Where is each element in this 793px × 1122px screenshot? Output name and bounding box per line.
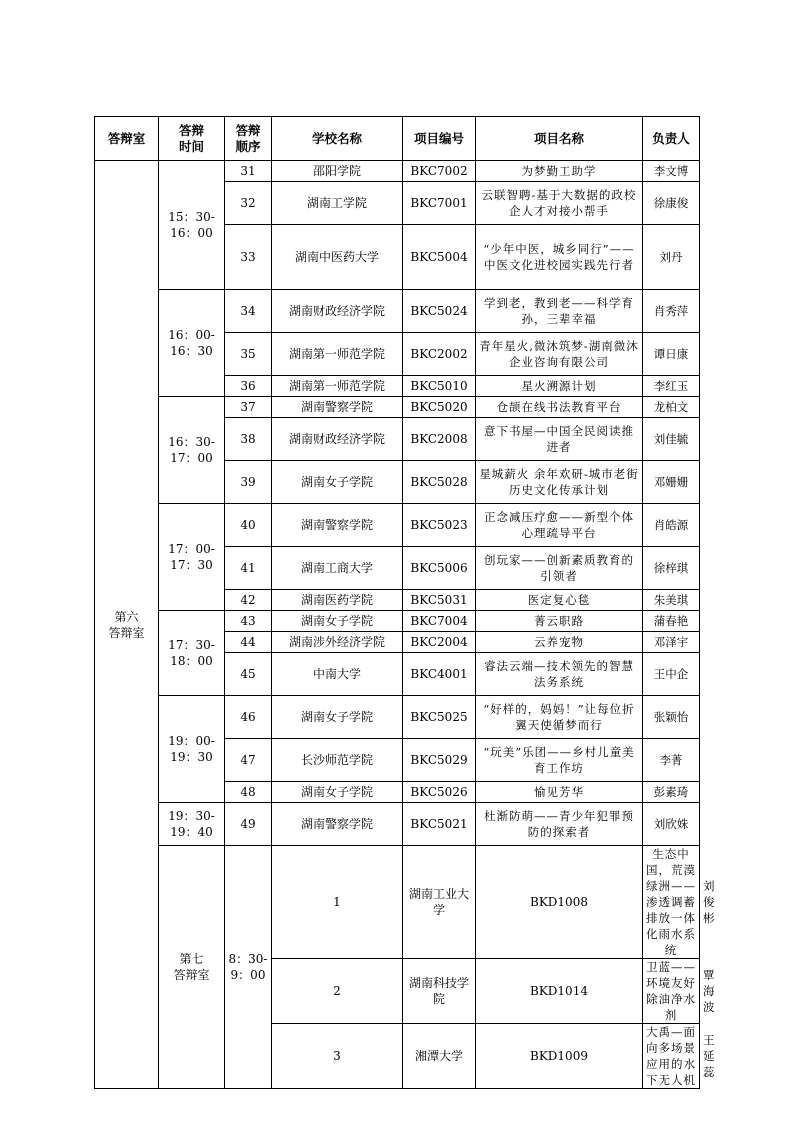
project-name-cell: “少年中医，城乡同行”——中医文化进校园实践先行者	[476, 225, 643, 290]
header-room: 答辩室	[95, 117, 159, 161]
project-name-cell: “好样的，妈妈！”让每位折翼天使循梦而行	[476, 696, 643, 739]
school-cell: 湖南警察学院	[272, 397, 403, 418]
project-code-cell: BKC5010	[403, 376, 476, 397]
header-order: 答辩 顺序	[225, 117, 272, 161]
lead-cell: 邓泽宇	[643, 632, 700, 653]
table-header	[95, 117, 700, 161]
project-name-cell: 意下书屋—中国全民阅读推进者	[476, 418, 643, 461]
order-cell: 38	[225, 418, 272, 461]
project-code-cell: BKC5004	[403, 225, 476, 290]
order-cell: 39	[225, 461, 272, 504]
order-cell: 31	[225, 161, 272, 182]
project-code-cell: BKD1009	[476, 1024, 643, 1089]
order-cell: 35	[225, 333, 272, 376]
project-name-cell: 创玩家——创新素质教育的引领者	[476, 547, 643, 590]
lead-cell: 李文博	[643, 161, 700, 182]
lead-cell: 谭日康	[643, 333, 700, 376]
project-name-cell: 愉见芳华	[476, 782, 643, 803]
school-cell: 湖南工学院	[272, 182, 403, 225]
order-cell: 37	[225, 397, 272, 418]
order-cell: 44	[225, 632, 272, 653]
project-code-cell: BKC7001	[403, 182, 476, 225]
room-cell: 第六 答辩室	[95, 161, 159, 1089]
project-code-cell: BKC7004	[403, 611, 476, 632]
lead-cell: 肖皓源	[643, 504, 700, 547]
project-code-cell: BKC5023	[403, 504, 476, 547]
project-name-cell: 大禹—面向多场景应用的水下无人机	[643, 1024, 700, 1089]
project-name-cell: 星城薪火 余年欢研-城市老街历史文化传承计划	[476, 461, 643, 504]
project-name-cell: 杜渐防萌——青少年犯罪预防的探索者	[476, 803, 643, 846]
project-name-cell: 青年星火,微沐筑梦-湖南微沐企业咨询有限公司	[476, 333, 643, 376]
header-time: 答辩 时间	[159, 117, 225, 161]
lead-cell: 肖秀萍	[643, 290, 700, 333]
lead-cell: 李菁	[643, 739, 700, 782]
header-code: 项目编号	[403, 117, 476, 161]
project-name-cell: 云养宠物	[476, 632, 643, 653]
school-cell: 湖南工业大学	[403, 846, 476, 959]
table-row: 第七 答辩室 8：30- 9：00 1 湖南工业大学 BKD1008 生态中国，荒漠绿洲——渗透调蓄排放一体化雨水系统 刘俊彬	[95, 846, 700, 959]
header-lead: 负责人	[643, 117, 700, 161]
project-code-cell: BKC5031	[403, 590, 476, 611]
project-name-cell: 仓颉在线书法教育平台	[476, 397, 643, 418]
project-name-cell: 睿法云端—技术领先的智慧法务系统	[476, 653, 643, 696]
time-slot-cell: 19：30- 19：40	[159, 803, 225, 846]
school-cell: 湖南第一师范学院	[272, 333, 403, 376]
project-name-cell: 学到老，教到老——科学育孙，三辈幸福	[476, 290, 643, 333]
school-cell: 湘潭大学	[403, 1024, 476, 1089]
table-row	[95, 161, 700, 182]
school-cell: 湖南女子学院	[272, 461, 403, 504]
order-cell: 34	[225, 290, 272, 333]
project-code-cell: BKC5006	[403, 547, 476, 590]
school-cell: 湖南财政经济学院	[272, 418, 403, 461]
project-code-cell: BKC4001	[403, 653, 476, 696]
project-code-cell: BKD1008	[476, 846, 643, 959]
school-cell: 湖南女子学院	[272, 696, 403, 739]
project-name-cell: 菁云职路	[476, 611, 643, 632]
project-code-cell: BKC2004	[403, 632, 476, 653]
project-code-cell: BKC5029	[403, 739, 476, 782]
lead-cell: 邓姗姗	[643, 461, 700, 504]
lead-cell: 刘丹	[643, 225, 700, 290]
order-cell: 40	[225, 504, 272, 547]
lead-cell: 张颖怡	[643, 696, 700, 739]
order-cell: 36	[225, 376, 272, 397]
table-row	[95, 397, 700, 418]
project-name-cell: 卫蓝——环境友好除油净水剂	[643, 959, 700, 1024]
project-code-cell: BKC7002	[403, 161, 476, 182]
school-cell: 中南大学	[272, 653, 403, 696]
project-name-cell: “玩美”乐团——乡村儿童美育工作坊	[476, 739, 643, 782]
school-cell: 湖南医药学院	[272, 590, 403, 611]
project-name-cell: 医定复心毯	[476, 590, 643, 611]
school-cell: 湖南工商大学	[272, 547, 403, 590]
school-cell: 湖南涉外经济学院	[272, 632, 403, 653]
lead-cell: 刘欣姝	[643, 803, 700, 846]
school-cell: 湖南警察学院	[272, 803, 403, 846]
header-row	[95, 117, 700, 161]
order-cell: 48	[225, 782, 272, 803]
order-cell: 3	[272, 1024, 403, 1089]
table-body	[95, 161, 715, 1089]
order-cell: 47	[225, 739, 272, 782]
order-cell: 1	[272, 846, 403, 959]
order-cell: 42	[225, 590, 272, 611]
school-cell: 湖南中医药大学	[272, 225, 403, 290]
defense-schedule-table	[94, 116, 715, 1089]
project-name-cell: 云联智聘-基于大数据的政校企人才对接小帮手	[476, 182, 643, 225]
order-cell: 45	[225, 653, 272, 696]
lead-cell: 朱美琪	[643, 590, 700, 611]
school-cell: 湖南第一师范学院	[272, 376, 403, 397]
lead-cell: 徐康俊	[643, 182, 700, 225]
header-project: 项目名称	[476, 117, 643, 161]
lead-cell: 徐梓琪	[643, 547, 700, 590]
table-row	[95, 504, 700, 547]
project-code-cell: BKC5024	[403, 290, 476, 333]
school-cell: 邵阳学院	[272, 161, 403, 182]
table-row	[95, 696, 700, 739]
table-row	[95, 611, 700, 632]
time-slot-cell: 19：00- 19：30	[159, 696, 225, 803]
lead-cell: 彭素琦	[643, 782, 700, 803]
order-cell: 46	[225, 696, 272, 739]
school-cell: 长沙师范学院	[272, 739, 403, 782]
table-row	[95, 290, 700, 333]
table-row: 3 湘潭大学 BKD1009 大禹—面向多场景应用的水下无人机 王延蕊	[95, 1024, 700, 1089]
order-cell: 41	[225, 547, 272, 590]
lead-cell: 龙柏文	[643, 397, 700, 418]
project-name-cell: 星火溯源计划	[476, 376, 643, 397]
order-cell: 33	[225, 225, 272, 290]
order-cell: 32	[225, 182, 272, 225]
table-row	[95, 803, 700, 846]
school-cell: 湖南女子学院	[272, 782, 403, 803]
project-name-cell: 为梦勤工助学	[476, 161, 643, 182]
project-code-cell: BKC5028	[403, 461, 476, 504]
lead-cell: 李红玉	[643, 376, 700, 397]
lead-cell: 王中企	[643, 653, 700, 696]
school-cell: 湖南科技学院	[403, 959, 476, 1024]
project-name-cell: 生态中国，荒漠绿洲——渗透调蓄排放一体化雨水系统	[643, 846, 700, 959]
time-slot-cell: 15：30- 16：00	[159, 161, 225, 290]
time-slot-cell: 17：30- 18：00	[159, 611, 225, 696]
project-code-cell: BKC5021	[403, 803, 476, 846]
school-cell: 湖南财政经济学院	[272, 290, 403, 333]
time-slot-cell: 16：30- 17：00	[159, 397, 225, 504]
room-cell: 第七 答辩室	[159, 846, 225, 1089]
time-slot-cell: 16：00- 16：30	[159, 290, 225, 397]
order-cell: 2	[272, 959, 403, 1024]
lead-cell: 蒲春艳	[643, 611, 700, 632]
project-code-cell: BKC5025	[403, 696, 476, 739]
lead-cell: 刘佳毓	[643, 418, 700, 461]
project-code-cell: BKD1014	[476, 959, 643, 1024]
school-cell: 湖南警察学院	[272, 504, 403, 547]
project-code-cell: BKC2002	[403, 333, 476, 376]
project-code-cell: BKC5020	[403, 397, 476, 418]
project-code-cell: BKC2008	[403, 418, 476, 461]
school-cell: 湖南女子学院	[272, 611, 403, 632]
table-row: 2 湖南科技学院 BKD1014 卫蓝——环境友好除油净水剂 覃海波	[95, 959, 700, 1024]
time-slot-cell: 8：30- 9：00	[225, 846, 272, 1089]
project-name-cell: 正念减压疗愈——新型个体心理疏导平台	[476, 504, 643, 547]
order-cell: 49	[225, 803, 272, 846]
time-slot-cell: 17：00- 17：30	[159, 504, 225, 611]
order-cell: 43	[225, 611, 272, 632]
project-code-cell: BKC5026	[403, 782, 476, 803]
header-school: 学校名称	[272, 117, 403, 161]
